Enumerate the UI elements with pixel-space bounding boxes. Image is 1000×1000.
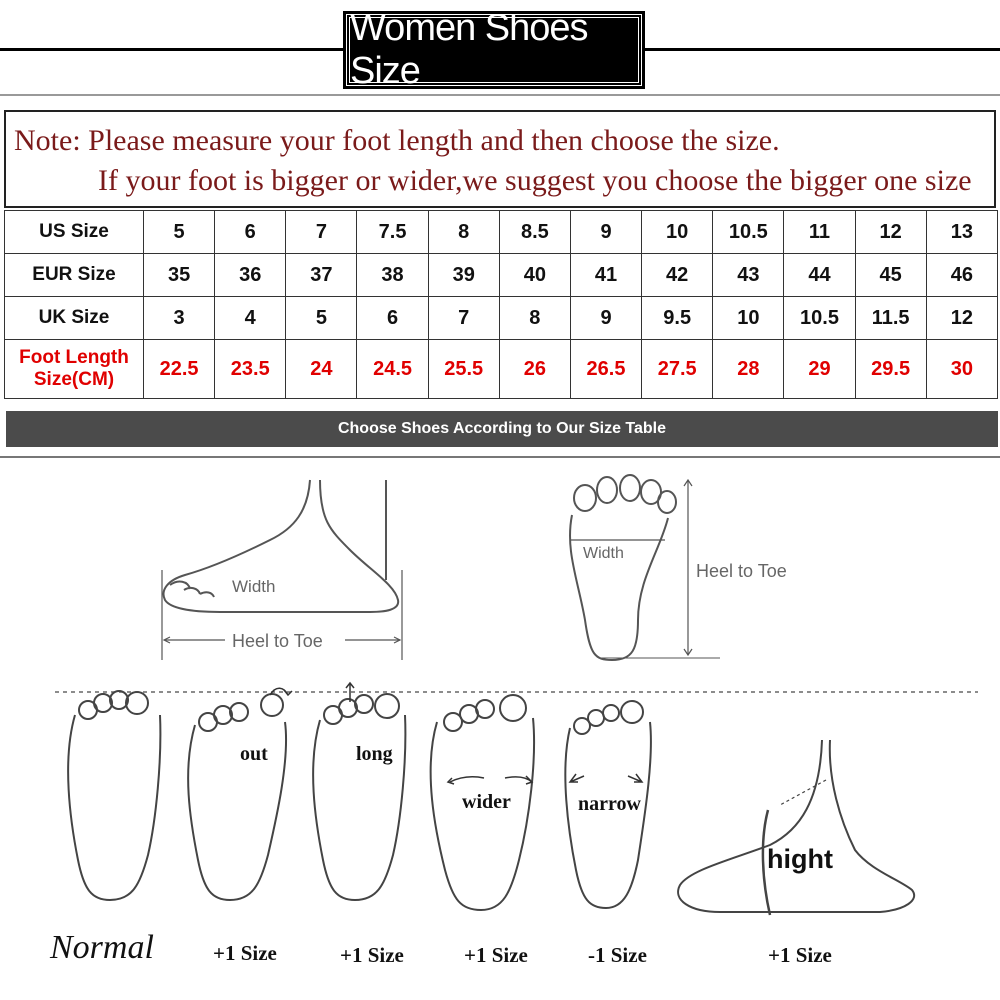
table-cell: 7 (428, 297, 499, 340)
side-width-label: Width (232, 577, 276, 596)
top-heel-to-toe-label: Heel to Toe (696, 561, 787, 581)
table-cell: 38 (357, 254, 428, 297)
table-cell: 43 (713, 254, 784, 297)
foot-label-wider: wider (462, 791, 511, 813)
table-cell: 13 (926, 211, 997, 254)
table-cell: 10 (713, 297, 784, 340)
foot-measure-diagrams (0, 460, 1000, 1000)
table-cell: 46 (926, 254, 997, 297)
side-heel-to-toe-label: Heel to Toe (232, 631, 323, 651)
table-cell: 11 (784, 211, 855, 254)
table-cell: 42 (642, 254, 713, 297)
table-cell: 7 (286, 211, 357, 254)
table-row-eur (5, 254, 998, 297)
table-cell: 39 (428, 254, 499, 297)
title-box (346, 7, 642, 92)
table-cell: 22.5 (144, 340, 215, 399)
table-cell: 41 (570, 254, 641, 297)
table-cell: 6 (357, 297, 428, 340)
table-cell: 9 (570, 211, 641, 254)
table-cell: 25.5 (428, 340, 499, 399)
row-label-foot-length-line1: Foot Length (19, 347, 129, 368)
row-label-foot-length-line2: Size(CM) (33, 369, 115, 390)
table-cell: 9.5 (642, 297, 713, 340)
table-cell: 37 (286, 254, 357, 297)
table-cell: 44 (784, 254, 855, 297)
table-cell: 6 (215, 211, 286, 254)
table-cell: 45 (855, 254, 926, 297)
table-cell: 36 (215, 254, 286, 297)
table-cell: 26.5 (570, 340, 641, 399)
size-table (4, 210, 998, 399)
table-cell: 11.5 (855, 297, 926, 340)
row-label-eur: EUR Size (5, 254, 144, 297)
table-cell: 26 (499, 340, 570, 399)
table-cell: 35 (144, 254, 215, 297)
table-cell: 8 (428, 211, 499, 254)
caption-narrow: -1 Size (588, 943, 647, 967)
table-cell: 10 (642, 211, 713, 254)
table-cell: 30 (926, 340, 997, 399)
foot-label-hight: hight (767, 844, 833, 874)
section-divider (0, 456, 1000, 458)
table-cell: 12 (855, 211, 926, 254)
foot-normal (68, 691, 160, 900)
table-cell: 28 (713, 340, 784, 399)
caption-normal: Normal (50, 929, 154, 966)
caption-long: +1 Size (340, 943, 404, 967)
caption-out: +1 Size (213, 941, 277, 965)
table-cell: 29.5 (855, 340, 926, 399)
foot-label-narrow: narrow (578, 793, 641, 815)
table-cell: 29 (784, 340, 855, 399)
table-cell: 10.5 (713, 211, 784, 254)
table-row-us (5, 211, 998, 254)
table-cell: 8 (499, 297, 570, 340)
size-table-banner: Choose Shoes According to Our Size Table (6, 411, 998, 447)
note-box (4, 110, 996, 208)
table-cell: 5 (286, 297, 357, 340)
table-cell: 10.5 (784, 297, 855, 340)
foot-long (313, 694, 405, 900)
foot-label-long: long (356, 743, 393, 765)
note-line-1: Note: Please measure your foot length and then choose the size. (14, 124, 780, 157)
table-cell: 4 (215, 297, 286, 340)
table-cell: 40 (499, 254, 570, 297)
table-cell: 24 (286, 340, 357, 399)
table-cell: 23.5 (215, 340, 286, 399)
foot-hight (678, 740, 914, 915)
table-cell: 9 (570, 297, 641, 340)
title-underline (0, 94, 1000, 96)
row-label-foot-length (5, 340, 144, 399)
table-cell: 12 (926, 297, 997, 340)
foot-label-out: out (240, 743, 268, 765)
caption-hight: +1 Size (768, 943, 832, 967)
table-cell: 7.5 (357, 211, 428, 254)
table-cell: 24.5 (357, 340, 428, 399)
row-label-us: US Size (5, 211, 144, 254)
note-line-2: If your foot is bigger or wider,we suggest you choose the bigger one size (98, 164, 972, 197)
table-cell: 27.5 (642, 340, 713, 399)
table-cell: 3 (144, 297, 215, 340)
table-row-uk (5, 297, 998, 340)
page-title: Women Shoes Size (350, 7, 588, 92)
table-row-foot-length (5, 340, 998, 399)
row-label-uk: UK Size (5, 297, 144, 340)
foot-out (188, 694, 286, 900)
caption-wider: +1 Size (464, 943, 528, 967)
table-cell: 8.5 (499, 211, 570, 254)
top-width-label: Width (583, 545, 624, 562)
table-cell: 5 (144, 211, 215, 254)
